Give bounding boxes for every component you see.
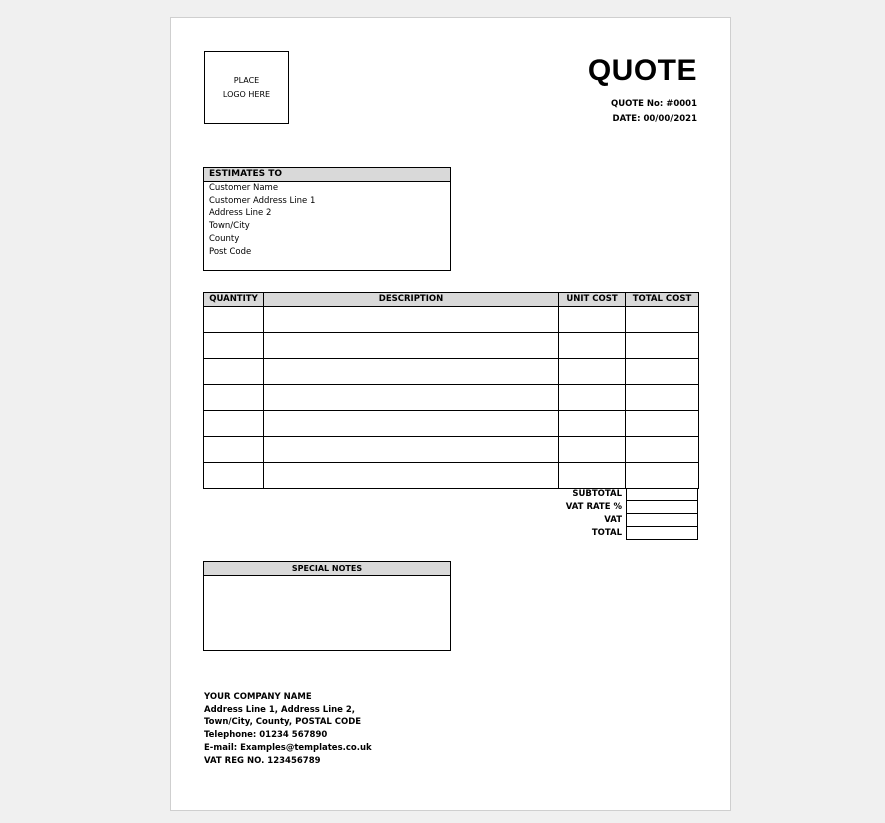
company-address-line-1: Address Line 1, Address Line 2, <box>204 704 356 715</box>
table-row <box>204 359 699 385</box>
column-header-total-cost: TOTAL COST <box>626 293 699 307</box>
company-vat-reg: VAT REG NO. 123456789 <box>204 755 321 766</box>
description-cell[interactable] <box>264 437 559 463</box>
total-cost-cell[interactable] <box>626 333 699 359</box>
unit-cost-cell[interactable] <box>559 307 626 333</box>
total-cost-cell[interactable] <box>626 463 699 489</box>
company-details <box>204 691 372 767</box>
customer-post-code[interactable]: Post Code <box>209 246 252 257</box>
total-cost-cell[interactable] <box>626 385 699 411</box>
company-address-line-2: Town/City, County, POSTAL CODE <box>204 717 362 728</box>
customer-address-line-2[interactable]: Address Line 2 <box>209 208 272 219</box>
description-cell[interactable] <box>264 411 559 437</box>
customer-name[interactable]: Customer Name <box>209 183 279 193</box>
total-value[interactable] <box>626 527 698 540</box>
logo-text-line1: PLACE <box>233 75 260 85</box>
subtotal-row <box>511 488 698 501</box>
vat-value[interactable] <box>626 514 698 527</box>
vat-rate-row <box>511 501 698 514</box>
quote-page <box>170 17 731 811</box>
unit-cost-cell[interactable] <box>559 333 626 359</box>
total-cost-cell[interactable] <box>626 307 699 333</box>
unit-cost-cell[interactable] <box>559 359 626 385</box>
customer-county[interactable]: County <box>209 233 240 244</box>
quantity-cell[interactable] <box>204 411 264 437</box>
company-email: E-mail: Examples@templates.co.uk <box>204 742 372 753</box>
total-cost-cell[interactable] <box>626 437 699 463</box>
description-cell[interactable] <box>264 307 559 333</box>
estimates-to-box <box>203 167 451 271</box>
quote-date[interactable]: DATE: 00/00/2021 <box>612 114 697 124</box>
description-cell[interactable] <box>264 385 559 411</box>
company-telephone: Telephone: 01234 567890 <box>204 730 328 741</box>
vat-label: VAT <box>604 515 622 525</box>
table-row <box>204 411 699 437</box>
vat-rate-label: VAT RATE % <box>565 502 622 512</box>
quote-number[interactable]: QUOTE No: #0001 <box>610 99 697 109</box>
quantity-cell[interactable] <box>204 437 264 463</box>
quote-meta <box>611 97 697 127</box>
subtotal-value[interactable] <box>626 488 698 501</box>
customer-address-line-1[interactable]: Customer Address Line 1 <box>209 195 316 206</box>
quantity-cell[interactable] <box>204 307 264 333</box>
unit-cost-cell[interactable] <box>559 437 626 463</box>
vat-row <box>511 514 698 527</box>
column-header-description: DESCRIPTION <box>264 293 559 307</box>
quantity-cell[interactable] <box>204 359 264 385</box>
unit-cost-cell[interactable] <box>559 463 626 489</box>
unit-cost-cell[interactable] <box>559 385 626 411</box>
description-cell[interactable] <box>264 333 559 359</box>
description-cell[interactable] <box>264 359 559 385</box>
total-label: TOTAL <box>591 528 622 538</box>
line-items-table <box>203 292 699 489</box>
column-header-quantity: QUANTITY <box>204 293 264 307</box>
special-notes-box <box>203 561 451 651</box>
logo-text-line2: LOGO HERE <box>222 89 271 99</box>
quantity-cell[interactable] <box>204 333 264 359</box>
subtotal-label: SUBTOTAL <box>572 489 622 499</box>
description-cell[interactable] <box>264 463 559 489</box>
unit-cost-cell[interactable] <box>559 411 626 437</box>
total-cost-cell[interactable] <box>626 411 699 437</box>
column-header-unit-cost: UNIT COST <box>559 293 626 307</box>
customer-town-city[interactable]: Town/City <box>209 221 250 232</box>
quantity-cell[interactable] <box>204 385 264 411</box>
company-name: YOUR COMPANY NAME <box>204 692 312 702</box>
table-row <box>204 437 699 463</box>
quantity-cell[interactable] <box>204 463 264 489</box>
table-row <box>204 385 699 411</box>
special-notes-content[interactable] <box>204 576 450 650</box>
table-header-row <box>204 293 699 307</box>
table-row <box>204 307 699 333</box>
table-row <box>204 463 699 489</box>
vat-rate-value[interactable] <box>626 501 698 514</box>
logo-placeholder[interactable] <box>204 51 289 124</box>
special-notes-heading: SPECIAL NOTES <box>204 562 450 576</box>
totals-section <box>511 488 698 540</box>
table-row <box>204 333 699 359</box>
total-cost-cell[interactable] <box>626 359 699 385</box>
document-title: QUOTE <box>587 54 697 87</box>
estimates-to-heading: ESTIMATES TO <box>204 168 450 182</box>
total-row <box>511 527 698 540</box>
